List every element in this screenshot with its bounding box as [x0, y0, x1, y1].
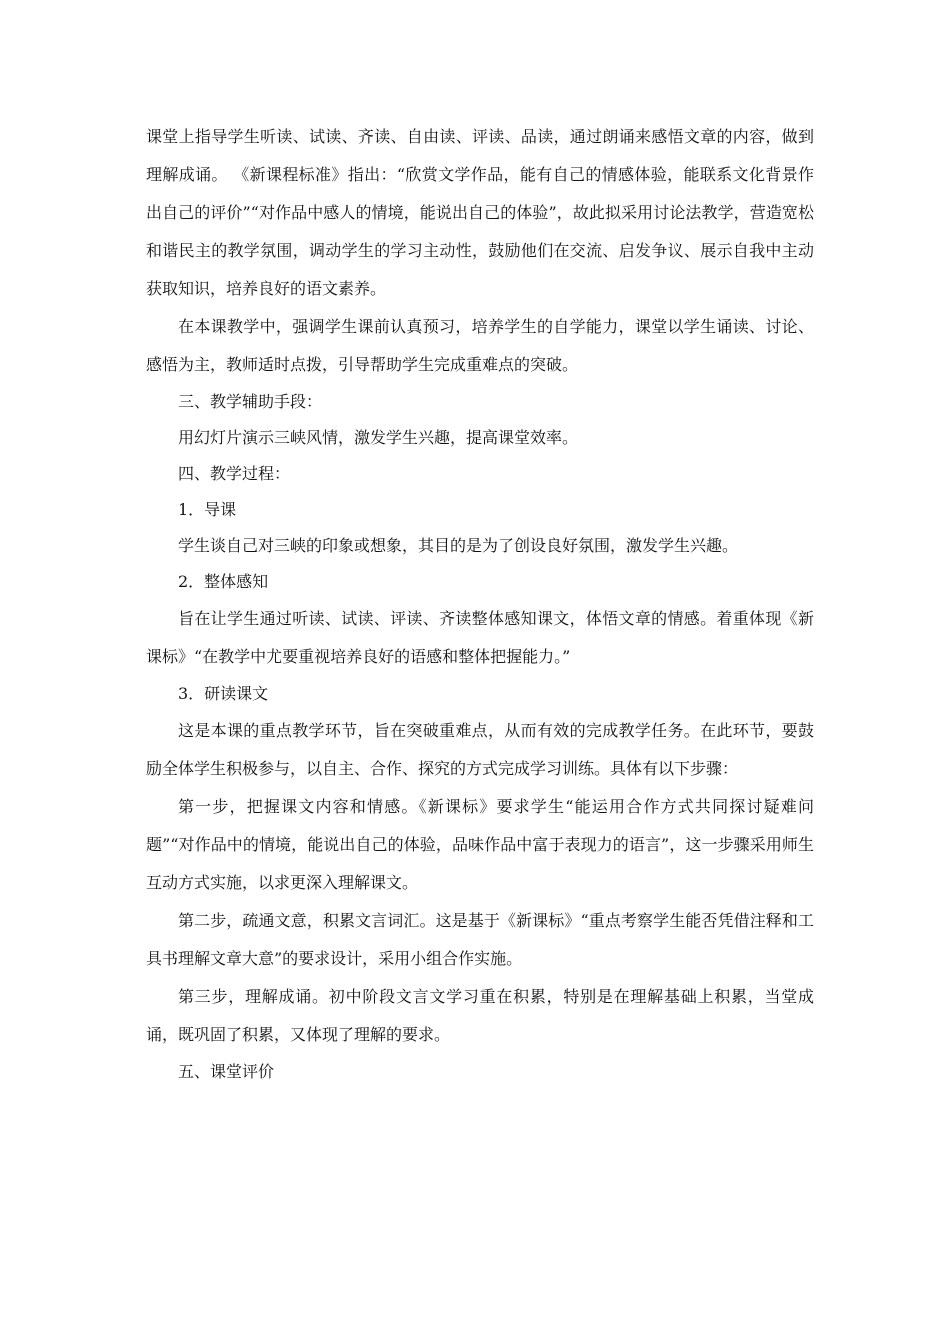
- paragraph-step-two: 第二步，疏通文意，积累文言词汇。这是基于《新课标》“重点考察学生能否凭借注释和工具书理解文章大意”的要求设计，采用小组合作实施。: [146, 911, 814, 968]
- heading-overall-perception: 2．整体感知: [178, 572, 269, 591]
- heading-intro: 1．导课: [178, 500, 237, 519]
- heading-teaching-aids: 三、教学辅助手段：: [178, 392, 323, 411]
- document-body: [146, 118, 814, 1090]
- paragraph-teaching-aids: 用幻灯片演示三峡风情，激发学生兴趣，提高课堂效率。: [178, 428, 579, 447]
- heading-text-study: 3．研读课文: [178, 684, 269, 703]
- paragraph-step-three: 第三步，理解成诵。初中阶段文言文学习重在积累，特别是在理解基础上积累，当堂成诵，既巩固了积累，又体现了理解的要求。: [146, 987, 814, 1044]
- paragraph-reading-methods: 课堂上指导学生听读、试读、齐读、自由读、评读、品读，通过朗诵来感悟文章的内容，做到理解成诵。 《新课程标准》指出：“欣赏文学作品，能有自己的情感体验，能联系文化背景作出自己的评价”“对作品中感人的情境，能说出自己的体验”，故此拟采用讨论法教学，营造宽松和谐民主的教学氛围，调动学生的学习主动性，鼓励他们在交流、启发争议、展示自我中主动获取知识，培养良好的语文素养。: [146, 127, 814, 298]
- paragraph-text-study: 这是本课的重点教学环节，旨在突破重难点，从而有效的完成教学任务。在此环节，要鼓励全体学生积极参与，以自主、合作、探究的方式完成学习训练。具体有以下步骤：: [146, 721, 814, 778]
- paragraph-step-one: 第一步，把握课文内容和情感。《新课标》要求学生“能运用合作方式共同探讨疑难问题”“对作品中的情境，能说出自己的体验，品味作品中富于表现力的语言”，这一步骤采用师生互动方式实施，以求更深入理解课文。: [146, 797, 814, 892]
- paragraph-overall-perception: 旨在让学生通过听读、试读、评读、齐读整体感知课文，体悟文章的情感。着重体现《新课标》“在教学中尤要重视培养良好的语感和整体把握能力。”: [146, 609, 814, 666]
- paragraph-teaching-focus: 在本课教学中，强调学生课前认真预习，培养学生的自学能力，课堂以学生诵读、讨论、感悟为主，教师适时点拨，引导帮助学生完成重难点的突破。: [146, 317, 814, 374]
- heading-class-evaluation: 五、课堂评价: [178, 1062, 275, 1081]
- paragraph-intro: 学生谈自己对三峡的印象或想象，其目的是为了创设良好氛围，激发学生兴趣。: [178, 536, 739, 555]
- heading-teaching-process: 四、教学过程：: [178, 464, 291, 483]
